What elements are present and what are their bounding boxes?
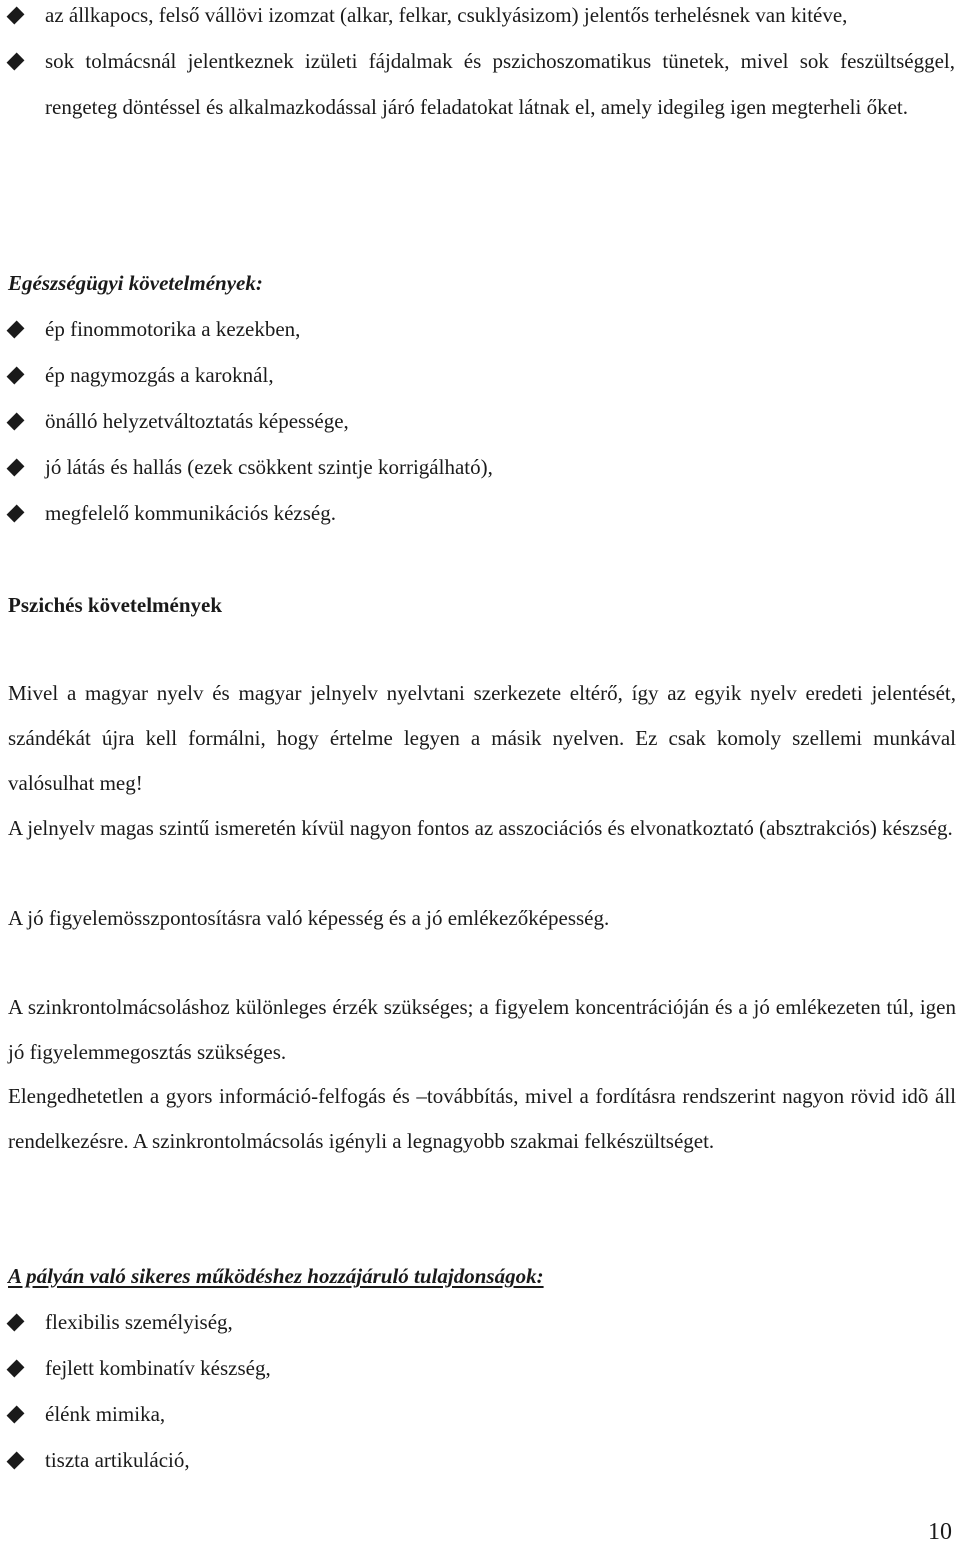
list-item-text: ép nagymozgás a karoknál, (45, 363, 274, 387)
list-item (0, 490, 493, 536)
traits-heading: A pályán való sikeres működéshez hozzájáruló tulajdonságok: (8, 1264, 544, 1288)
list-item (0, 398, 493, 444)
diamond-bullet-icon (7, 321, 25, 339)
list-item-text: az állkapocs, felső vállövi izomzat (alkar, felkar, csuklyásizom) jelentős terhelésnek van kitéve, (45, 3, 848, 27)
diamond-bullet-icon (7, 1452, 25, 1470)
diamond-bullet-icon (7, 1314, 25, 1332)
list-item (0, 1345, 271, 1391)
list-item (0, 1437, 271, 1483)
list-item (0, 1391, 271, 1437)
intro-bullet-list (0, 0, 955, 130)
list-item-text: megfelelő kommunikációs kézség. (45, 501, 336, 525)
page-number: 10 (928, 1519, 952, 1545)
psych-paragraph: Elengedhetetlen a gyors információ-felfogás és –továbbítás, mivel a fordításra rendszerint nagyon rövid idõ áll rendelkezésre. A szinkrontolmácsolás igényli a legnagyobb szakmai felkészültséget. (8, 1084, 956, 1153)
list-item (0, 38, 955, 130)
list-item-text: önálló helyzetváltoztatás képessége, (45, 409, 349, 433)
psych-paragraph: A jelnyelv magas szintű ismeretén kívül nagyon fontos az asszociációs és elvonatkoztató (absztrakciós) készség. (8, 816, 953, 840)
diamond-bullet-icon (7, 53, 25, 71)
list-item-text: sok tolmácsnál jelentkeznek izületi fájdalmak és pszichoszomatikus tünetek, mivel sok feszültséggel, rengeteg döntéssel és alkalmazkodással járó feladatokat látnak el, amely idegileg igen megterheli őket. (45, 49, 955, 119)
list-item-text: élénk mimika, (45, 1402, 166, 1426)
diamond-bullet-icon (7, 413, 25, 431)
health-list (0, 306, 493, 536)
list-item-text: fejlett kombinatív készség, (45, 1356, 271, 1380)
list-item-text: tiszta artikuláció, (45, 1448, 190, 1472)
diamond-bullet-icon (7, 505, 25, 523)
list-item-text: ép finommotorika a kezekben, (45, 317, 301, 341)
diamond-bullet-icon (7, 1406, 25, 1424)
list-item (0, 0, 955, 38)
psych-paragraph: A szinkrontolmácsoláshoz különleges érzék szükséges; a figyelem koncentrációján és a jó emlékezeten túl, igen jó figyelemmegosztás szükséges. (8, 995, 956, 1064)
diamond-bullet-icon (7, 367, 25, 385)
list-item (0, 444, 493, 490)
list-item-text: jó látás és hallás (ezek csökkent szintje korrigálható), (45, 455, 493, 479)
traits-list (0, 1299, 271, 1483)
psych-paragraph: Mivel a magyar nyelv és magyar jelnyelv nyelvtani szerkezete eltérő, így az egyik nyelv eredeti jelentését, szándékát újra kell formálni, hogy értelme legyen a másik nyelven. Ez csak komoly szellemi munkával valósulhat meg! (8, 681, 956, 795)
list-item-text: flexibilis személyiség, (45, 1310, 233, 1334)
list-item (0, 1299, 271, 1345)
diamond-bullet-icon (7, 7, 25, 25)
health-heading: Egészségügyi követelmények: (8, 271, 263, 295)
psych-paragraph: A jó figyelemösszpontosításra való képesség és a jó emlékezőképesség. (8, 906, 610, 930)
list-item (0, 352, 493, 398)
psych-heading: Pszichés követelmények (8, 593, 223, 617)
diamond-bullet-icon (7, 459, 25, 477)
diamond-bullet-icon (7, 1360, 25, 1378)
list-item (0, 306, 493, 352)
